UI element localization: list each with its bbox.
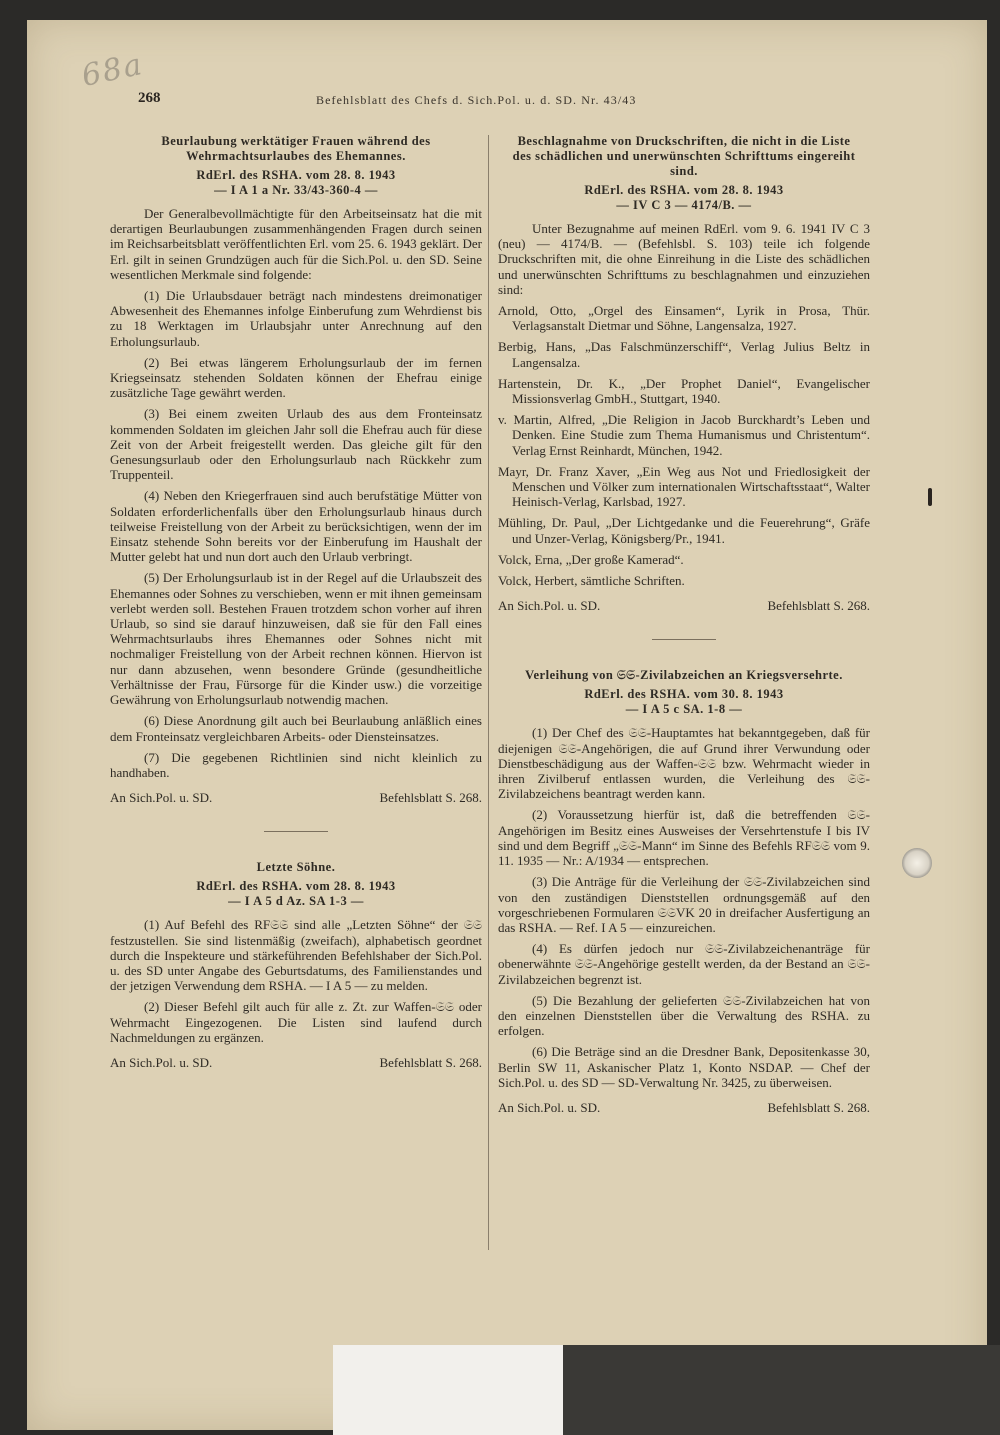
running-head: Befehlsblatt des Chefs d. Sich.Pol. u. d. SD. Nr. 43/43 [316, 93, 637, 107]
addressee: An Sich.Pol. u. SD. [110, 1054, 213, 1070]
section-rule [264, 831, 328, 832]
banned-publication-item: Volck, Herbert, sämtliche Schriften. [498, 573, 685, 589]
article-title: Beurlaubung werktätiger Frauen während des Wehrmachtsurlaubes des Ehemannes. [161, 134, 431, 163]
bulletin-reference: Befehlsblatt S. 268. [379, 790, 482, 806]
paragraph: (4) Neben den Kriegerfrauen sind auch berufstätige Mütter von Soldaten erforderlichenfalls über den Erholungsurlaub hinaus durch teilweise Freistellung von der Arbeit zu berücksichtigen, wenn der im Einsatz stehende Sohn bereits vor der Einberufung im Haushalt der Mutter gelebt hat und nun dort auch den Urlaub verbringt. [110, 488, 482, 565]
article-reference: RdErl. des RSHA. vom 28. 8. 1943 [584, 183, 784, 197]
paragraph: (5) Der Erholungsurlaub ist in der Regel auf die Urlaubszeit des Ehemannes oder Sohnes zu verschieben, wenn er mit ihnen gemeinsam verlebt werden soll. Bestehen Frauen trotzdem schon vorher auf ihren Urlaub, so sind sie darauf hinzuweisen, daß sie für den Fall eines Wehrmachtsurlaubs ihres Ehemannes oder Sohnes nicht mit nochmaliger Freistellung von der Arbeit rechnen können. Hiervon ist nur dann abzusehen, wenn besondere Gründe (gesundheitliche Verhältnisse der Frau, Fürsorge für die Kinder usw.) die vorzeitige Gewährung von Erholungsurlaub notwendig machen. [110, 570, 482, 708]
signature-row [498, 598, 870, 613]
paragraph: Unter Bezugnahme auf meinen RdErl. vom 9. 6. 1941 IV C 3 (neu) — 4174/B. — (Befehlsbl. S. 103) teile ich folgende Druckschriften mit, die ohne Einreihung in die Liste des schädlichen und unerwünschten Schrifttums zu beschlagnahmen und einzuziehen sind: [498, 221, 870, 297]
scan-background [563, 1345, 1000, 1435]
bulletin-reference: Befehlsblatt S. 268. [379, 1054, 482, 1070]
article-title: Beschlagnahme von Druckschriften, die nicht in die Liste des schädlichen und unerwünschten Schrifttums eingereiht sind. [512, 134, 856, 178]
addressee: An Sich.Pol. u. SD. [498, 598, 601, 614]
article-reference: RdErl. des RSHA. vom 30. 8. 1943 [584, 687, 784, 702]
paragraph: (1) Der Chef des 𝔖𝔖-Hauptamtes hat bekanntgegeben, daß für diejenigen 𝔖𝔖-Angehörigen, die auf Grund ihrer Verwundung oder Dienstbeschädigung aus der Waffen-𝔖𝔖 bzw. Wehrmacht wieder in ihren Zivilberuf entlassen wurden, die Verleihung des 𝔖𝔖-Zivilabzeichens beantragt werden kann. [498, 725, 870, 802]
bulletin-reference: Befehlsblatt S. 268. [767, 598, 870, 614]
page-number: 268 [138, 90, 161, 106]
paragraph: Der Generalbevollmächtigte für den Arbeitseinsatz hat die mit derartigen Beurlaubungen zusammenhängenden Fragen durch seinen im Reichsarbeitsblatt veröffentlichten Erl. vom 25. 6. 1943 geklärt. Der Erl. gilt in seinen Grundzügen auch für die Sich.Pol. u. den SD. Seine wesentlichen Merkmale sind folgende: [110, 206, 482, 282]
article-reference: RdErl. des RSHA. vom 28. 8. 1943 [196, 879, 396, 894]
article-file-number: — I A 5 d Az. SA 1-3 — [228, 894, 364, 909]
paragraph: (6) Diese Anordnung gilt auch bei Beurlaubung anläßlich eines dem Fronteinsatz vergleichbaren Arbeits- oder Diensteinsatzes. [110, 713, 482, 744]
right-column [498, 130, 870, 1119]
scan-background-card [333, 1345, 563, 1435]
left-column [110, 130, 482, 1074]
article-file-number: — I A 5 c SA. 1-8 — [625, 702, 743, 717]
article-letzte-soehne [110, 860, 482, 1070]
banned-publication-item: Berbig, Hans, „Das Falschmünzerschiff“, Verlag Julius Beltz in Langensalza. [498, 339, 870, 370]
punch-hole [902, 848, 932, 878]
banned-publication-item: Arnold, Otto, „Orgel des Einsamen“, Lyrik in Prosa, Thür. Verlagsanstalt Dietmar und Söhne, Langensalza, 1927. [498, 303, 870, 334]
article-file-number: — I A 1 a Nr. 33/43-360-4 — [214, 183, 378, 197]
banned-publication-item: Hartenstein, Dr. K., „Der Prophet Daniel“, Evangelischer Missionsverlag GmbH., Stuttgart, 1940. [498, 375, 870, 407]
banned-publication-item: Mühling, Dr. Paul, „Der Lichtgedanke und die Feuerehrung“, Gräfe und Unzer-Verlag, Königsberg/Pr., 1941. [498, 515, 870, 546]
article-zivilabzeichen [498, 668, 870, 1115]
paragraph: (2) Voraussetzung hierfür ist, daß die betreffenden 𝔖𝔖-Angehörigen im Besitz eines Ausweises der Versehrtenstufe I bis IV sind und dem Begriff „𝔖𝔖-Mann“ im Sinne des Befehls RF𝔖𝔖 vom 9. 11. 1935 — Nr.: A/1934 — entsprechen. [498, 807, 870, 869]
paragraph: (7) Die gegebenen Richtlinien sind nicht kleinlich zu handhaben. [110, 749, 482, 780]
paragraph: (2) Bei etwas längerem Erholungsurlaub der im fernen Kriegseinsatz stehenden Soldaten können der Ehefrau einige zusätzliche Tage gewährt werden. [110, 354, 482, 401]
article-file-number: — IV C 3 — 4174/B. — [616, 198, 752, 212]
banned-publication-item: v. Martin, Alfred, „Die Religion in Jacob Burckhardt’s Leben und Denken. Eine Studie zum Thema Humanismus und Christentum“. Verlag Ernst Reinhardt, München, 1942. [498, 412, 870, 458]
signature-row [110, 790, 482, 805]
paragraph: (3) Bei einem zweiten Urlaub des aus dem Fronteinsatz kommenden Soldaten im gleichen Jahr soll die Ehefrau auch für diese Zeit von der Arbeit freigestellt werden. Das gleiche gilt für den Genesungsurlaub oder den Erholungsurlaub nach Rückkehr zum Truppenteil. [110, 406, 482, 483]
paragraph: (1) Auf Befehl des RF𝔖𝔖 sind alle „Letzten Söhne“ der 𝔖𝔖 festzustellen. Sie sind listenmäßig (zweifach), alphabetisch geordnet durch die Inspekteure und stärkeführenden Befehlshaber der Sich.Pol. u. des SD unter Angabe des Geburtsdatums, des Familienstandes und der jetzigen Verwendung dem RSHA. — I A 5 — zu melden. [110, 917, 482, 994]
banned-publication-item: Volck, Erna, „Der große Kamerad“. [498, 551, 684, 567]
section-rule [652, 639, 716, 640]
paragraph: (2) Dieser Befehl gilt auch für alle z. Zt. zur Waffen-𝔖𝔖 oder Wehrmacht Eingezogenen. Die Listen sind laufend durch Nachmeldungen zu ergänzen. [110, 999, 482, 1045]
signature-row [498, 1100, 870, 1115]
signature-row [110, 1055, 482, 1070]
article-title: Letzte Söhne. [256, 860, 336, 875]
column-divider [488, 135, 489, 1250]
pencil-annotation: 68a [78, 46, 147, 94]
paragraph: (1) Die Urlaubsdauer beträgt nach mindestens dreimonatiger Abwesenheit des Ehemannes infolge Einberufung zum Wehrdienst bis zu 18 Werktagen im Urlaubsjahr unter Anrechnung auf den Erholungsurlaub. [110, 288, 482, 349]
addressee: An Sich.Pol. u. SD. [498, 1099, 601, 1115]
article-beurlaubung [110, 134, 482, 805]
article-beschlagnahme [498, 134, 870, 613]
paragraph: (6) Die Beträge sind an die Dresdner Bank, Depositenkasse 30, Berlin SW 11, Askanischer Platz 1, Konto NSDAP. — Chef der Sich.Pol. u. des SD — SD-Verwaltung Nr. 3425, zu überweisen. [498, 1044, 870, 1090]
banned-publication-item: Mayr, Dr. Franz Xaver, „Ein Weg aus Not und Friedlosigkeit der Menschen und Völker zum internationalen Wirtschaftsstaat“, Walter Heinisch-Verlag, Karlsbad, 1927. [498, 463, 870, 510]
ink-mark [928, 488, 932, 506]
bulletin-reference: Befehlsblatt S. 268. [767, 1099, 870, 1115]
paragraph: (3) Die Anträge für die Verleihung der 𝔖𝔖-Zivilabzeichen sind von den zuständigen Dienststellen ordnungsgemäß auf den vorgeschriebenen Formularen 𝔖𝔖VK 20 in dreifacher Ausfertigung an das RSHA. — Ref. I A 5 — einzureichen. [498, 874, 870, 935]
article-reference: RdErl. des RSHA. vom 28. 8. 1943 [196, 168, 396, 182]
paragraph: (4) Es dürfen jedoch nur 𝔖𝔖-Zivilabzeichenanträge für obenerwähnte 𝔖𝔖-Angehörige gestellt werden, da der Bestand an 𝔖𝔖-Zivilabzeichen begrenzt ist. [498, 941, 870, 987]
addressee: An Sich.Pol. u. SD. [110, 790, 213, 806]
article-title: Verleihung von 𝔖𝔖-Zivilabzeichen an Kriegsversehrte. [525, 668, 843, 683]
paragraph: (5) Die Bezahlung der gelieferten 𝔖𝔖-Zivilabzeichen hat von den einzelnen Dienststellen über die Verwaltung des RSHA. zu erfolgen. [498, 992, 870, 1039]
